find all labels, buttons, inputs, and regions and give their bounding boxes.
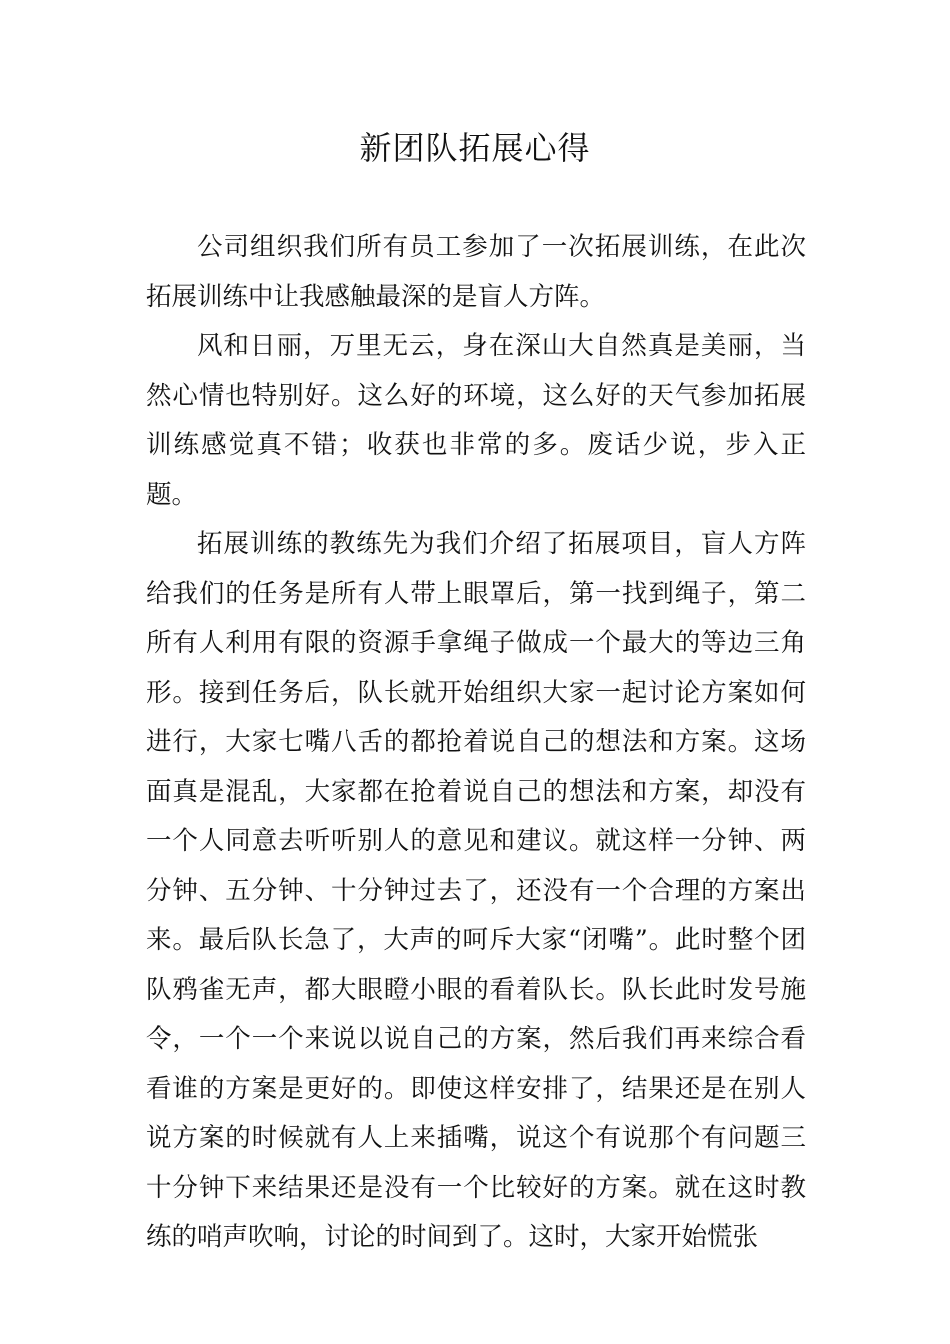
document-body (146, 223, 806, 1263)
paragraph-2: 风和日丽，万里无云，身在深山大自然真是美丽，当然心情也特别好。这么好的环境，这么好的天气参加拓展训练感觉真不错；收获也非常的多。废话少说，步入正题。 (146, 331, 806, 510)
paragraph-3: 拓展训练的教练先为我们介绍了拓展项目，盲人方阵给我们的任务是所有人带上眼罩后，第一找到绳子，第二所有人利用有限的资源手拿绳子做成一个最大的等边三角形。接到任务后，队长就开始组织大家一起讨论方案如何进行，大家七嘴八舌的都抢着说自己的想法和方案。这场面真是混乱，大家都在抢着说自己的想法和方案，却没有一个人同意去听听别人的意见和建议。就这样一分钟、两分钟、五分钟、十分钟过去了，还没有一个合理的方案出来。最后队长急了，大声的呵斥大家“闭嘴”。此时整个团队鸦雀无声，都大眼瞪小眼的看着队长。队长此时发号施令，一个一个来说以说自己的方案，然后我们再来综合看看谁的方案是更好的。即使这样安排了，结果还是在别人说方案的时候就有人上来插嘴，说这个有说那个有问题三十分钟下来结果还是没有一个比较好的方案。就在这时教练的哨声吹响，讨论的时间到了。这时，大家开始慌张 (146, 529, 806, 1252)
document-title: 新团队拓展心得 (359, 129, 591, 167)
paragraph-1: 公司组织我们所有员工参加了一次拓展训练，在此次拓展训练中让我感触最深的是盲人方阵。 (146, 232, 806, 312)
